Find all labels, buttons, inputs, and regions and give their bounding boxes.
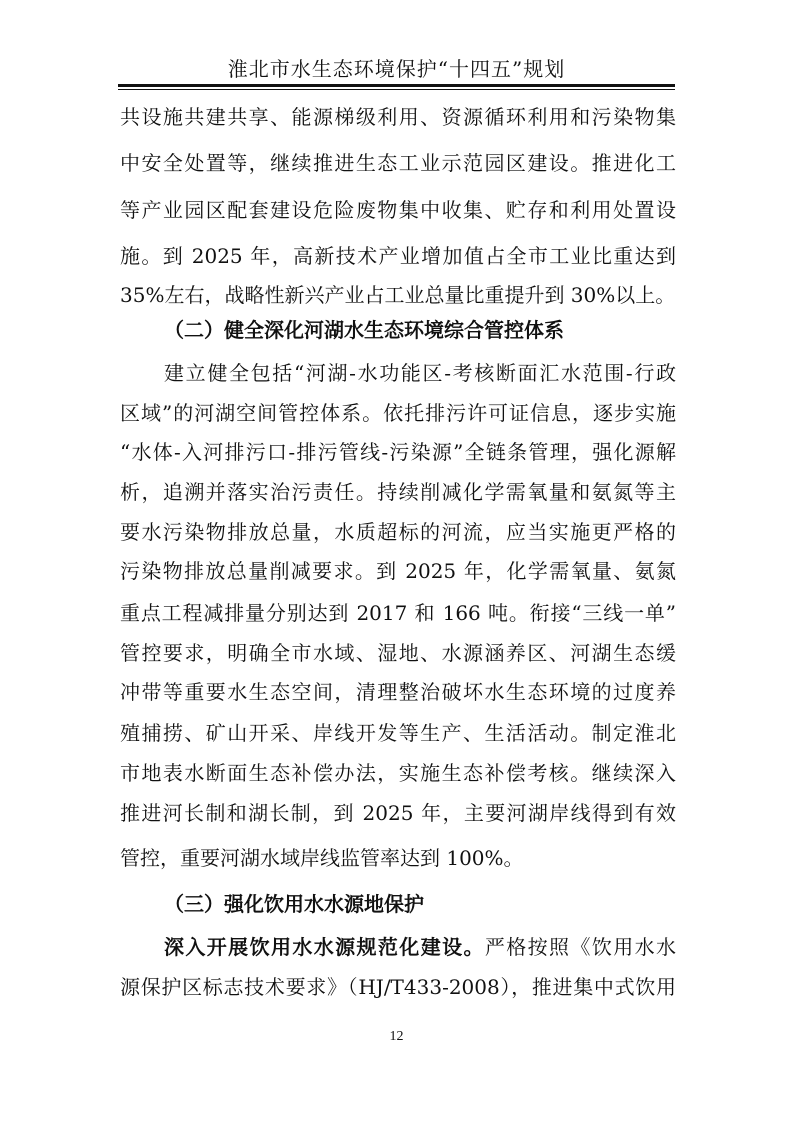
section-heading-2: （二）健全深化河湖水生态环境综合管控体系 xyxy=(164,318,564,342)
paragraph-2-line: 管控要求，明确全市水域、湿地、水源涵养区、河湖生态缓 xyxy=(120,641,676,665)
section-heading-3: （三）强化饮用水水源地保护 xyxy=(164,892,424,916)
paragraph-2-line: 重点工程减排量分别达到 2017 和 166 吨。衔接“三线一单” xyxy=(120,601,676,625)
paragraph-3-line: 源保护区标志技术要求》（HJ/T433-2008），推进集中式饮用 xyxy=(120,975,676,999)
paragraph-2-line: 市地表水断面生态补偿办法，实施生态补偿考核。继续深入 xyxy=(120,761,676,785)
paragraph-1-line: 35%左右，战略性新兴产业占工业总量比重提升到 30%以上。 xyxy=(120,283,676,307)
paragraph-3-line xyxy=(164,934,676,960)
paragraph-2-line: 冲带等重要水生态空间，清理整治破坏水生态环境的过度养 xyxy=(120,680,676,704)
paragraph-2-line: 析，追溯并落实治污责任。持续削减化学需氧量和氨氮等主 xyxy=(120,480,676,504)
running-header-title: 淮北市水生态环境保护“十四五”规划 xyxy=(227,57,566,81)
paragraph-2-line: 管控，重要河湖水域岸线监管率达到 100%。 xyxy=(120,846,524,870)
paragraph-3-rest: 严格按照《饮用水水 xyxy=(484,935,677,959)
paragraph-2-line: “水体-入河排污口-排污管线-污染源”全链条管理，强化源解 xyxy=(120,440,676,464)
paragraph-2-line: 污染物排放总量削减要求。到 2025 年，化学需氧量、氨氮 xyxy=(120,559,676,583)
paragraph-1-line: 共设施共建共享、能源梯级利用、资源循环利用和污染物集 xyxy=(120,105,676,129)
paragraph-1-line: 中安全处置等，继续推进生态工业示范园区建设。推进化工 xyxy=(120,151,676,175)
paragraph-2-line: 区域”的河湖空间管控体系。依托排污许可证信息，逐步实施 xyxy=(120,401,676,425)
page-number: 12 xyxy=(389,1029,404,1044)
paragraph-2-line: 推进河长制和湖长制，到 2025 年，主要河湖岸线得到有效 xyxy=(120,801,676,825)
paragraph-2-line: 要水污染物排放总量，水质超标的河流，应当实施更严格的 xyxy=(120,520,676,544)
paragraph-2-line: 建立健全包括“河湖-水功能区-考核断面汇水范围-行政 xyxy=(164,361,676,385)
paragraph-1-line: 等产业园区配套建设危险废物集中收集、贮存和利用处置设 xyxy=(120,198,676,222)
paragraph-1-line: 施。到 2025 年，高新技术产业增加值占全市工业比重达到 xyxy=(120,244,676,268)
header-rule-thick xyxy=(118,84,675,87)
paragraph-2-line: 殖捕捞、矿山开采、岸线开发等生产、生活活动。制定淮北 xyxy=(120,721,676,745)
header-rule-thin xyxy=(118,89,675,90)
paragraph-3-bold-lead: 深入开展饮用水水源规范化建设。 xyxy=(164,935,485,959)
